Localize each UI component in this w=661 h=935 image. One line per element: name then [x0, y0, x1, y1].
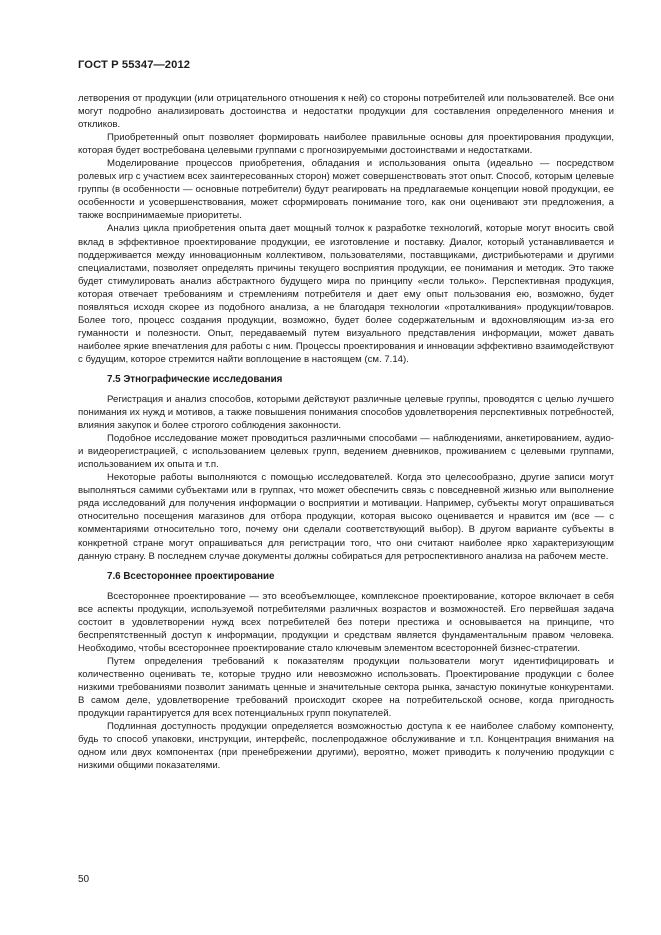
page-header-standard-code: ГОСТ Р 55347—2012 [78, 59, 191, 71]
section-heading-7-6: 7.6 Всестороннее проектирование [107, 570, 275, 582]
section-heading-7-5: 7.5 Этнографические исследования [107, 373, 283, 385]
paragraph: Некоторые работы выполняются с помощью исследователей. Когда это целесообразно, другие записи могут выполняться самими субъектами или в группах, что может обеспечить связь с повседневной жизнью или выполнение ряда исследований для получения информации о восприятии и мотивации. Например, субъекты могут опрашиваться относительно посещения магазинов для отбора продукции, которая высоко оценивается и нравится им (все — с комментариями относительно того, почему они сделали соответствующий выбор). В другом варианте субъекты в конкретной стране могут опрашиваться для регистрации того, что они считают наиболее ярко характеризующим данную страну. В последнем случае документы должны собираться для ретроспективного анализа на рабочем месте. [78, 472, 614, 562]
paragraph: Моделирование процессов приобретения, обладания и использования опыта (идеально — посредством ролевых игр с участием всех заинтересованных сторон) может совершенствовать этот опыт. Способ, которым целевые группы (в особенности — основные потребители) будут реагировать на предлагаемые концепции новой продукции, ее особенности и усовершенствования, может сформировать понимание того, как они оценивают эти предложения, а также воспринимаемые приоритеты. [78, 158, 614, 222]
paragraph: Анализ цикла приобретения опыта дает мощный толчок к разработке технологий, которые могут вносить свой вклад в эффективное проектирование продукции, ее изготовление и поставку. Диалог, который устанавливается и поддерживается между инновационным коллективом, пользователями, поставщиками, дистрибьютерами и другими специалистами, позволяет определять причины текущего восприятия продукции, ее понимания и методик. Это также будет стимулировать анализ абстрактного будущего мира по принципу «если только». Перспективная продукция, которая отвечает требованиям и стремлениям потребителя и дает ему опыт пользования ею, возможно, будет появляться исходя скорее из подобного анализа, а не благодаря технологии «проталкивания» продукции/товаров. Более того, процесс создания продукции, возможно, будет более содержательным и вдохновляющим из-за его гуманности и полезности. Опыт, передаваемый путем визуального представления информации, может давать наиболее яркие впечатления для работы с ним. Процессы проектирования и инновации эффективно взаимодействуют с будущим, которое стремится найти воплощение в настоящем (см. 7.14). [78, 223, 614, 365]
paragraph: Подлинная доступность продукции определяется возможностью доступа к ее наиболее слабому компоненту, будь то способ упаковки, инструкции, интерфейс, послепродажное обслуживание и т.п. Концентрация внимания на одном или двух компонентах (при пренебрежении другими), вероятно, может приводить к получению продукции с низкими общими показателями. [78, 721, 614, 772]
paragraph-continued: летворения от продукции (или отрицательного отношения к ней) со стороны потребителей или пользователей. Все они могут подробно анализировать достоинства и недостатки продукции для составления определенного мнения и откликов. [78, 93, 614, 131]
paragraph: Подобное исследование может проводиться различными способами — наблюдениями, анкетированием, аудио- и видеорегистрацией, с использованием целевых групп, ведением дневников, проживанием с целевыми группами, использованием их опыта и т.п. [78, 433, 614, 471]
paragraph: Всестороннее проектирование — это всеобъемлющее, комплексное проектирование, которое включает в себя все аспекты продукции, используемой потребителями различных возрастов и возможностей. Его первейшая задача состоит в удовлетворении нужд всех потребителей без потери престижа и основывается на принципе, что беспрепятственный доступ к информации, продукции и средствам является фундаментальным правом человека. Необходимо, чтобы всестороннее проектирование стало ключевым элементом всесторонней бизнес-стратегии. [78, 590, 614, 654]
paragraph: Регистрация и анализ способов, которыми действуют различные целевые группы, проводятся с целью лучшего понимания их нужд и мотивов, а также повышения понимания способов удовлетворения перспективных потребностей, влияния закупок и более строгого соблюдения законности. [78, 393, 614, 432]
document-body [78, 92, 614, 772]
paragraph: Путем определения требований к показателям продукции пользователи могут идентифицировать и количественно оценивать те, которые трудно или невозможно использовать. Проектирование продукции с более низкими требованиями позволит занимать ценные и значительные сектора рынка, зачастую покинутые конкурентами. В самом деле, удовлетворение требований происходит скорее на потребительской основе, когда пригодность продукции гарантируется для всех потенциальных групп покупателей. [78, 655, 614, 720]
page-number: 50 [78, 874, 90, 885]
paragraph: Приобретенный опыт позволяет формировать наиболее правильные основы для проектирования продукции, которая будет востребована целевыми группами с прогнозируемыми достоинствами и недостатками. [78, 132, 614, 157]
